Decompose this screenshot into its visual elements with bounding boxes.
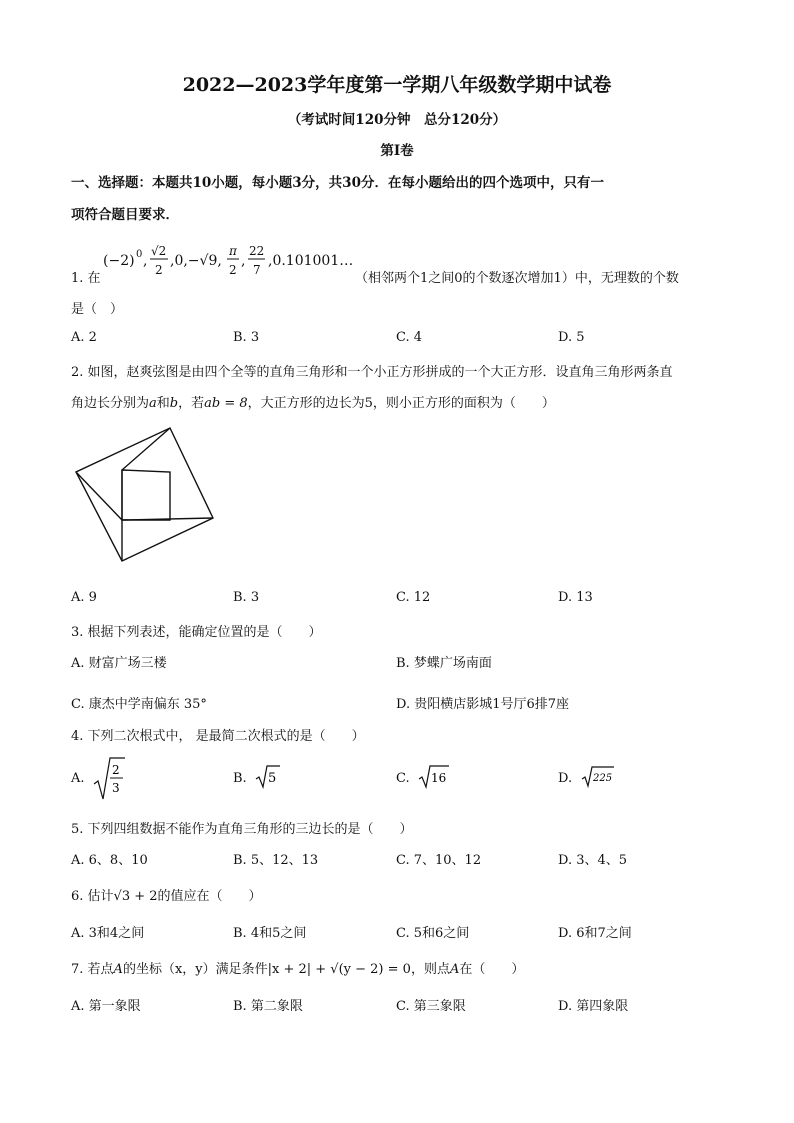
q3-option-a[interactable]: A. 财富广场三楼 bbox=[71, 656, 167, 671]
q1-text: （相邻两个1之间0的个数逐次增加1）中，无理数的个数 bbox=[355, 271, 679, 286]
q1-option-d[interactable]: D. 5 bbox=[558, 330, 585, 345]
q6-expression: √3 + 2 bbox=[113, 889, 158, 904]
svg-text:π: π bbox=[229, 244, 237, 258]
q5-option-d[interactable]: D. 3、4、5 bbox=[558, 853, 628, 868]
svg-text:,: , bbox=[241, 253, 246, 269]
q2-line1: 2. 如图，赵爽弦图是由四个全等的直角三角形和一个小正方形拼成的一个大正方形．设直角三角形两条直 bbox=[71, 365, 673, 380]
q1-formula bbox=[103, 237, 353, 281]
section-heading-line1: 一、选择题：本题共10小题，每小题3分，共30分．在每小题给出的四个选项中，只有一 bbox=[71, 175, 604, 191]
q2-line2: 角边长分别为a和b，若ab = 8，大正方形的边长为5，则小正方形的面积为（ ） bbox=[71, 396, 555, 411]
svg-text:225: 225 bbox=[593, 773, 613, 784]
q4-option-b-label[interactable]: B. bbox=[233, 771, 247, 786]
q1-option-a[interactable]: A. 2 bbox=[71, 330, 97, 345]
q6-option-b[interactable]: B. 4和5之间 bbox=[233, 926, 307, 941]
svg-text:16: 16 bbox=[431, 771, 447, 785]
q5-option-a[interactable]: A. 6、8、10 bbox=[71, 853, 148, 868]
svg-text:22: 22 bbox=[249, 244, 265, 258]
svg-text:0: 0 bbox=[136, 249, 143, 260]
q1-option-b[interactable]: B. 3 bbox=[233, 330, 260, 345]
q3-option-b[interactable]: B. 梦蝶广场南面 bbox=[396, 656, 492, 671]
q6-option-c[interactable]: C. 5和6之间 bbox=[396, 926, 470, 941]
svg-text:,0,−√9,: ,0,−√9, bbox=[170, 253, 222, 269]
q3-option-d[interactable]: D. 贵阳横店影城1号厅6排7座 bbox=[396, 697, 570, 712]
q3-option-c[interactable]: C. 康杰中学南偏东 35° bbox=[71, 697, 207, 712]
svg-text:2: 2 bbox=[229, 263, 237, 277]
exam-title: 2022—2023学年度第一学期八年级数学期中试卷 bbox=[182, 74, 612, 96]
svg-text:7: 7 bbox=[253, 263, 261, 277]
svg-text:2: 2 bbox=[155, 263, 163, 277]
svg-text:3: 3 bbox=[112, 781, 120, 795]
q4-option-a-radical[interactable] bbox=[92, 754, 126, 802]
q6-stem: 6. 估计√3 + 2的值应在（ ） bbox=[71, 889, 262, 904]
q1-lead: 1. 在 bbox=[71, 271, 101, 286]
q4-option-c-label[interactable]: C. bbox=[396, 771, 410, 786]
q3-stem: 3. 根据下列表述，能确定位置的是（ ） bbox=[71, 625, 322, 640]
q5-option-b[interactable]: B. 5、12、13 bbox=[233, 853, 319, 868]
q4-option-d-radical[interactable] bbox=[581, 764, 615, 790]
q2-option-a[interactable]: A. 9 bbox=[71, 590, 97, 605]
q1-option-c[interactable]: C. 4 bbox=[396, 330, 423, 345]
q4-option-a-label[interactable]: A. bbox=[71, 771, 85, 786]
q6-option-d[interactable]: D. 6和7之间 bbox=[558, 926, 632, 941]
volume-label: 第Ⅰ卷 bbox=[380, 143, 414, 159]
svg-text:(−2): (−2) bbox=[103, 253, 135, 269]
q7-option-a[interactable]: A. 第一象限 bbox=[71, 999, 141, 1014]
q4-option-c-radical[interactable] bbox=[418, 763, 450, 789]
svg-text:√2: √2 bbox=[151, 244, 167, 258]
q7-option-d[interactable]: D. 第四象限 bbox=[558, 999, 629, 1014]
q6-option-a[interactable]: A. 3和4之间 bbox=[71, 926, 145, 941]
q1-line2: 是（ ） bbox=[71, 302, 124, 317]
q2-option-d[interactable]: D. 13 bbox=[558, 590, 593, 605]
svg-text:2: 2 bbox=[112, 763, 120, 777]
q7-condition: |x + 2| + √(y − 2) = 0 bbox=[267, 962, 411, 977]
exam-subtitle: （考试时间120分钟 总分120分） bbox=[287, 112, 507, 128]
svg-text:,0.101001…: ,0.101001… bbox=[268, 253, 353, 269]
svg-text:5: 5 bbox=[268, 771, 277, 786]
q5-option-c[interactable]: C. 7、10、12 bbox=[396, 853, 482, 868]
zhao-shuang-diagram bbox=[72, 424, 217, 564]
svg-text:,: , bbox=[143, 253, 148, 269]
q7-option-b[interactable]: B. 第二象限 bbox=[233, 999, 303, 1014]
q2-option-c[interactable]: C. 12 bbox=[396, 590, 431, 605]
q4-option-d-label[interactable]: D. bbox=[558, 771, 573, 786]
q7-stem: 7. 若点A的坐标（x，y）满足条件|x + 2| + √(y − 2) = 0，则点A在（ ） bbox=[71, 962, 525, 977]
section-heading-line2: 项符合题目要求． bbox=[71, 207, 179, 223]
q5-stem: 5. 下列四组数据不能作为直角三角形的三边长的是（ ） bbox=[71, 822, 413, 837]
q7-option-c[interactable]: C. 第三象限 bbox=[396, 999, 466, 1014]
q2-option-b[interactable]: B. 3 bbox=[233, 590, 260, 605]
q4-stem: 4. 下列二次根式中， 是最简二次根式的是（ ） bbox=[71, 729, 365, 744]
q4-option-b-radical[interactable] bbox=[255, 763, 281, 789]
